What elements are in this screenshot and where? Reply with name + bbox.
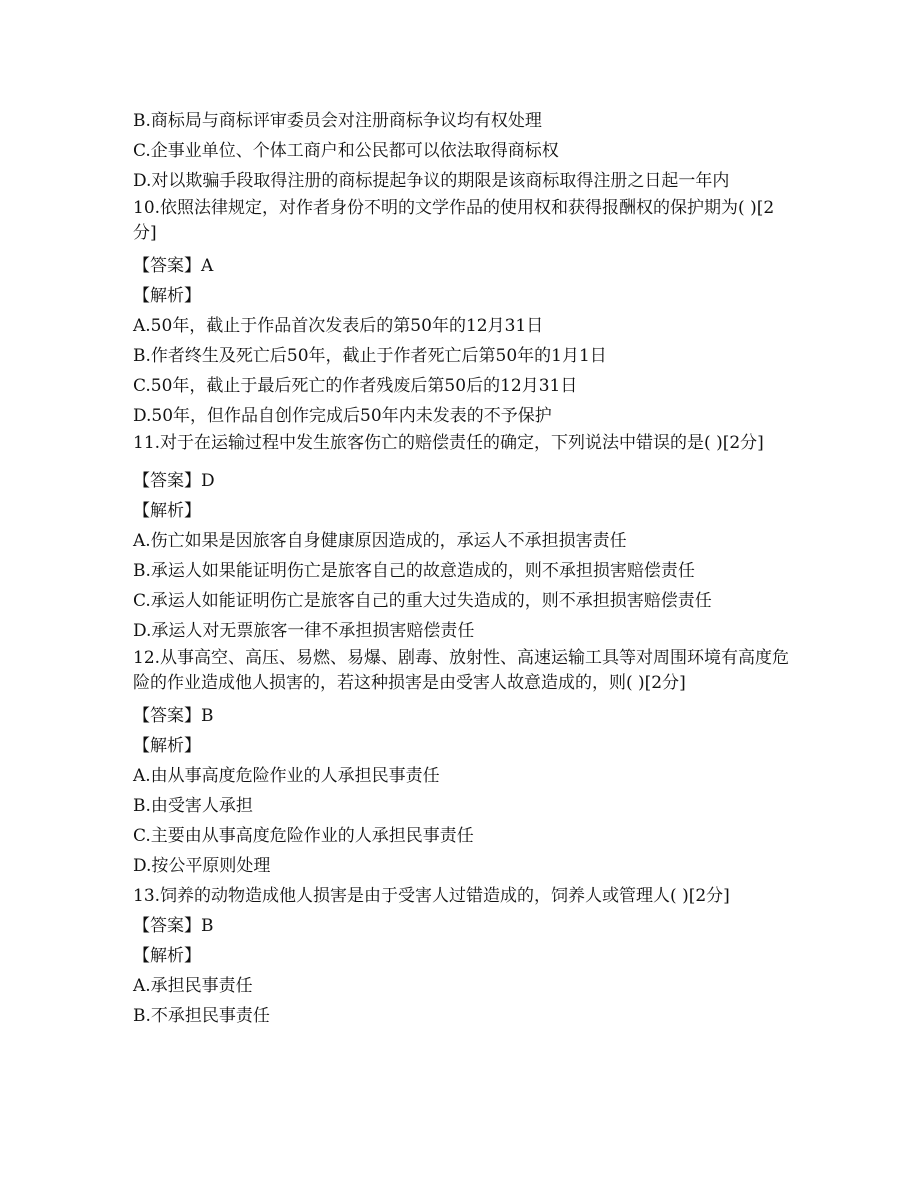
option-b-q12: B.由受害人承担	[133, 796, 253, 816]
option-c-q10: C.50年，截止于最后死亡的作者残废后第50后的12月31日	[133, 376, 578, 396]
option-d-q10: D.50年，但作品自创作完成后50年内未发表的不予保护	[133, 406, 552, 426]
analysis-label-q13: 【解析】	[133, 946, 201, 966]
option-b-q9: B.商标局与商标评审委员会对注册商标争议均有权处理	[133, 111, 542, 131]
question-13: 13.饲养的动物造成他人损害是由于受害人过错造成的，饲养人或管理人( )[2分]	[133, 886, 730, 906]
question-10: 10.依照法律规定，对作者身份不明的文学作品的使用权和获得报酬权的保护期为( )[2分]	[133, 198, 775, 243]
answer-q13: 【答案】B	[133, 916, 214, 936]
option-a-q11: A.伤亡如果是因旅客自身健康原因造成的，承运人不承担损害责任	[133, 531, 627, 551]
option-b-q13: B.不承担民事责任	[133, 1006, 270, 1026]
option-d-q9: D.对以欺骗手段取得注册的商标提起争议的期限是该商标取得注册之日起一年内	[133, 171, 730, 191]
question-12: 12.从事高空、高压、易燃、易爆、剧毒、放射性、高速运输工具等对周围环境有高度危险的作业造成他人损害的，若这种损害是由受害人故意造成的，则( )[2分]	[133, 648, 790, 693]
answer-q10: 【答案】A	[133, 256, 214, 276]
analysis-label-q11: 【解析】	[133, 501, 201, 521]
answer-q11: 【答案】D	[133, 471, 215, 491]
option-c-q9: C.企事业单位、个体工商户和公民都可以依法取得商标权	[133, 141, 559, 161]
option-b-q10: B.作者终生及死亡后50年，截止于作者死亡后第50年的1月1日	[133, 346, 607, 366]
analysis-label-q10: 【解析】	[133, 286, 201, 306]
option-d-q11: D.承运人对无票旅客一律不承担损害赔偿责任	[133, 621, 475, 641]
option-c-q12: C.主要由从事高度危险作业的人承担民事责任	[133, 826, 474, 846]
option-c-q11: C.承运人如能证明伤亡是旅客自己的重大过失造成的，则不承担损害赔偿责任	[133, 591, 712, 611]
option-d-q12: D.按公平原则处理	[133, 856, 271, 876]
option-a-q12: A.由从事高度危险作业的人承担民事责任	[133, 766, 440, 786]
option-b-q11: B.承运人如果能证明伤亡是旅客自己的故意造成的，则不承担损害赔偿责任	[133, 561, 695, 581]
option-a-q13: A.承担民事责任	[133, 976, 253, 996]
question-11: 11.对于在运输过程中发生旅客伤亡的赔偿责任的确定，下列说法中错误的是( )[2分]	[133, 433, 764, 453]
document-body	[133, 106, 793, 1031]
answer-q12: 【答案】B	[133, 706, 214, 726]
option-a-q10: A.50年，截止于作品首次发表后的第50年的12月31日	[133, 316, 544, 336]
analysis-label-q12: 【解析】	[133, 736, 201, 756]
